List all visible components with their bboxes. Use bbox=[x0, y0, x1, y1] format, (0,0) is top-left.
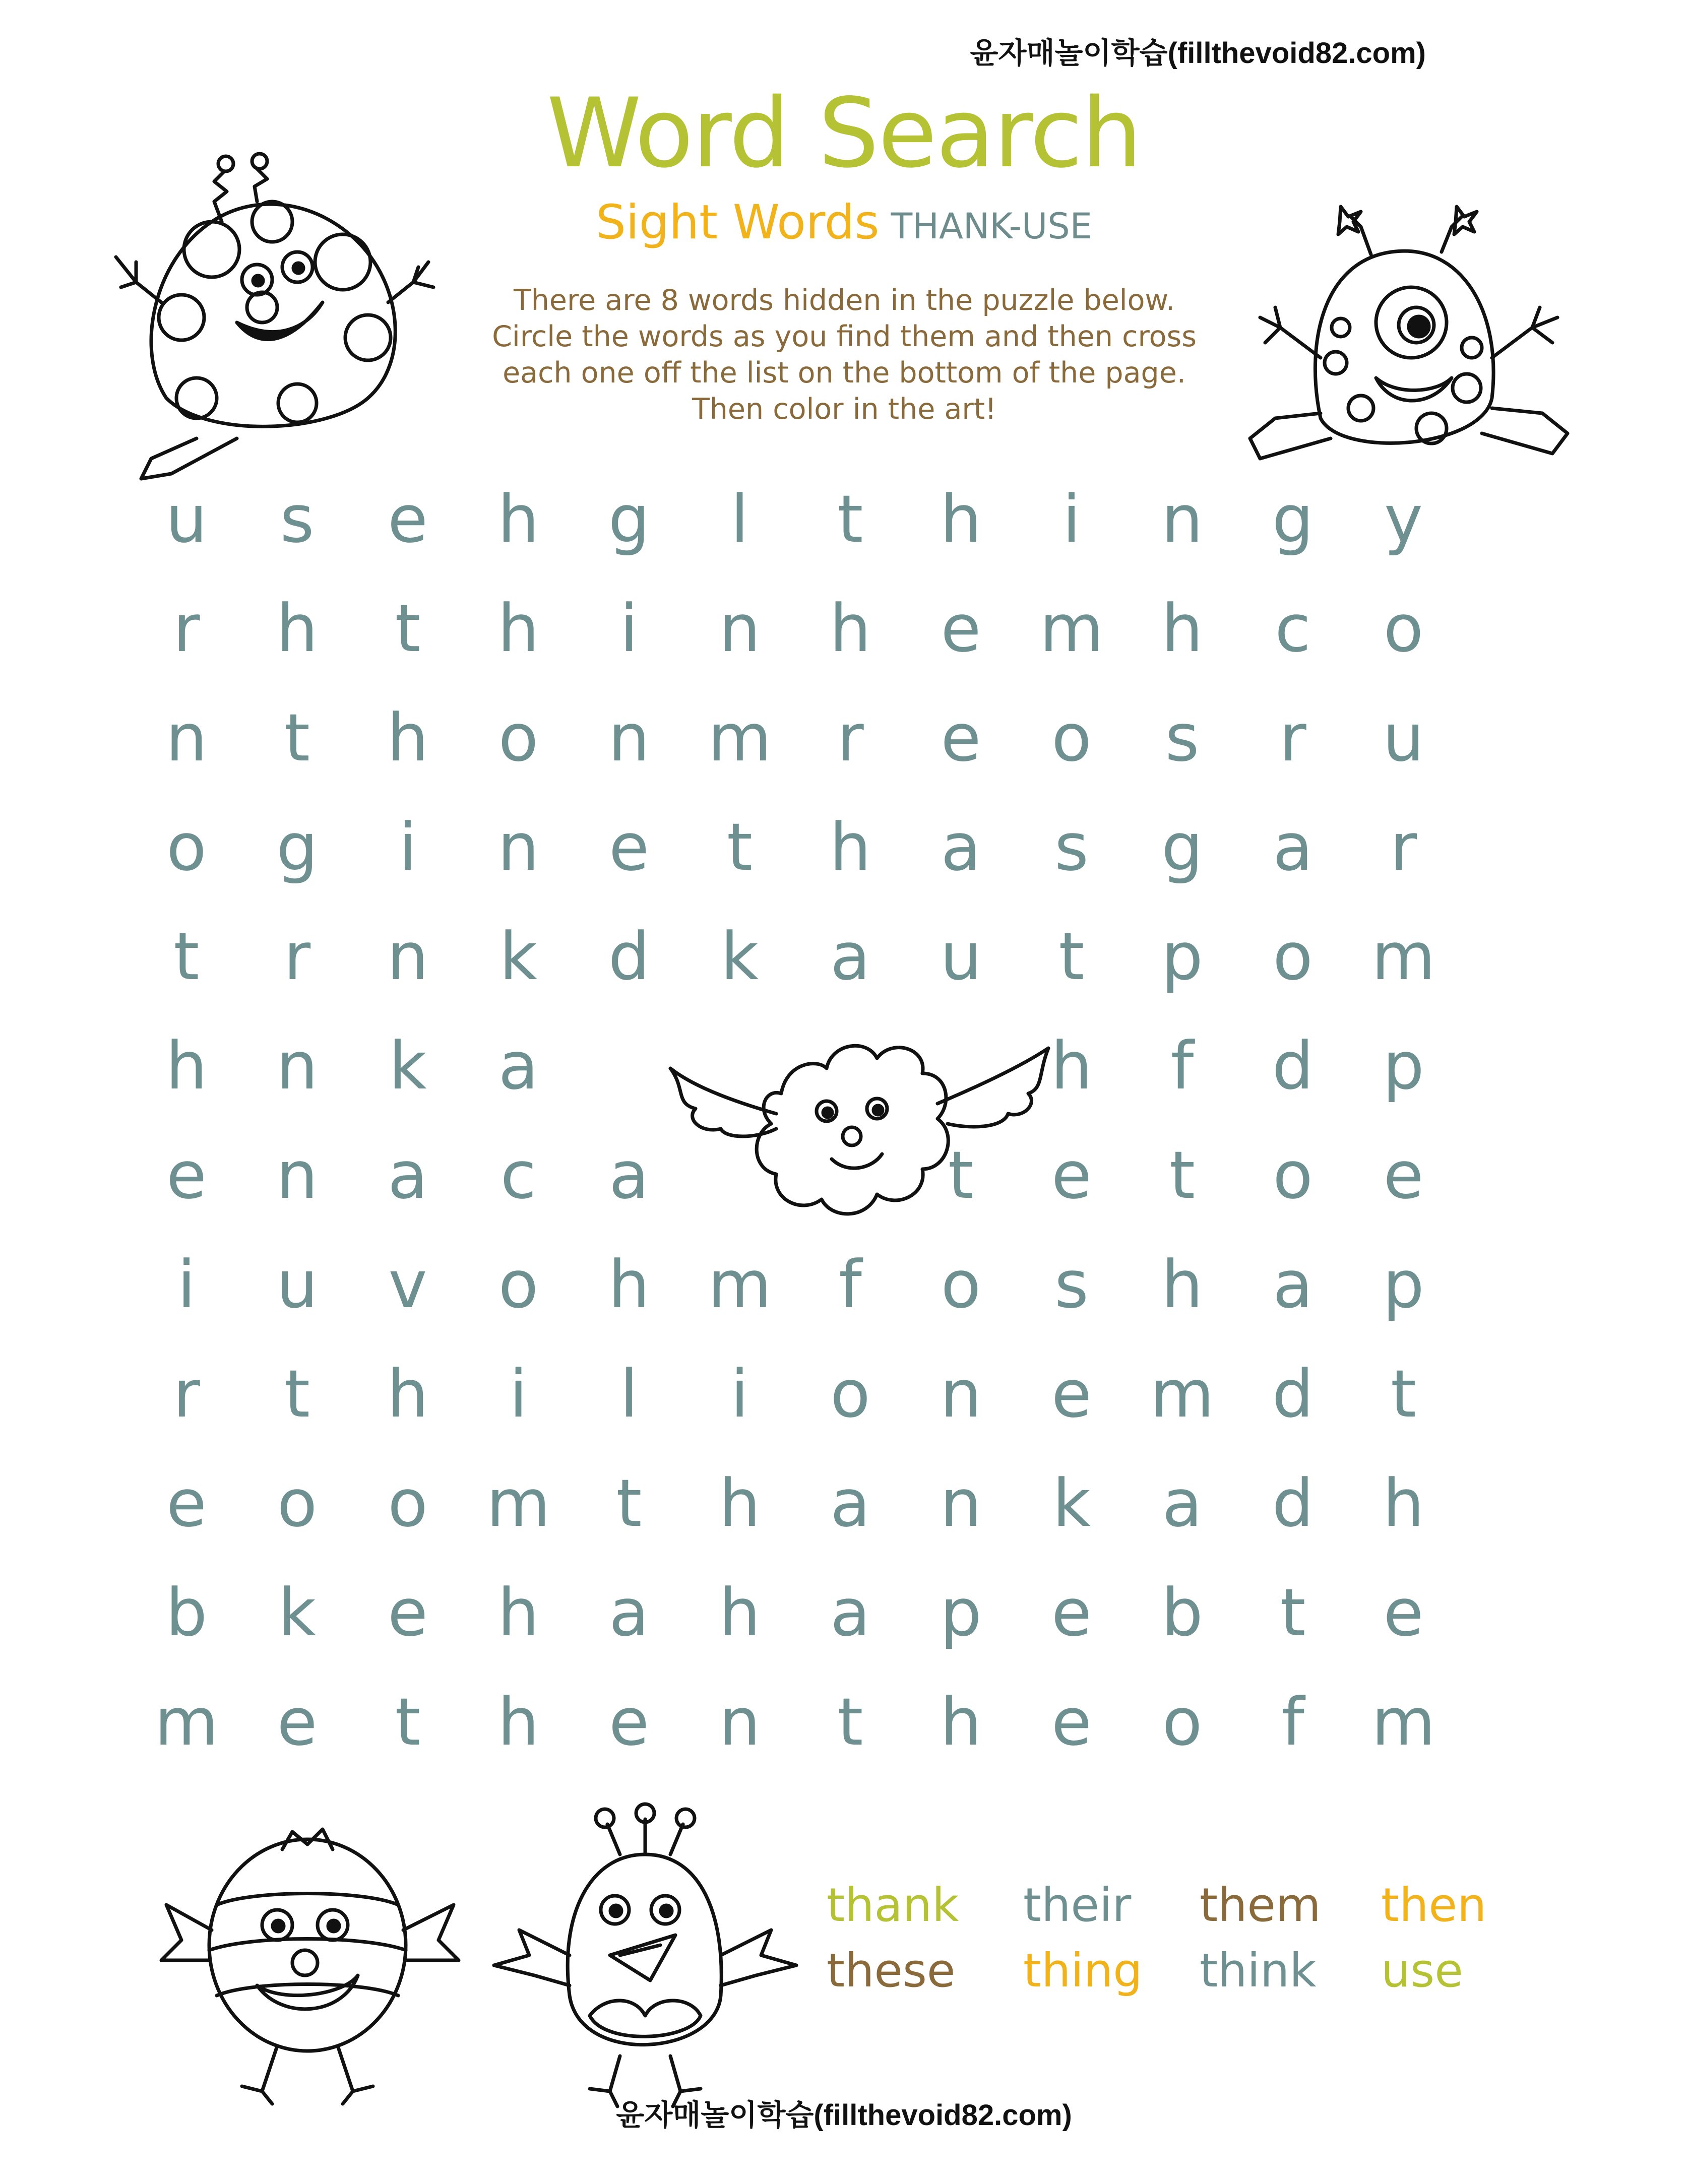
grid-letter[interactable]: h bbox=[1050, 1027, 1093, 1104]
subtitle: Sight Words bbox=[596, 195, 880, 250]
grid-letter[interactable]: t bbox=[948, 1137, 974, 1213]
grid-letter[interactable]: p bbox=[940, 1574, 982, 1651]
grid-letter[interactable]: s bbox=[1165, 699, 1200, 776]
grid-letter[interactable]: a bbox=[1162, 1465, 1203, 1541]
word-list-item[interactable]: use bbox=[1381, 1944, 1463, 1998]
grid-letter[interactable]: h bbox=[719, 1574, 761, 1651]
grid-letter[interactable]: e bbox=[388, 1574, 428, 1651]
grid-letter[interactable]: e bbox=[166, 1465, 207, 1541]
grid-letter[interactable]: a bbox=[1273, 1246, 1313, 1323]
grid-letter[interactable]: e bbox=[1383, 1574, 1424, 1651]
page-title: Word Search bbox=[546, 78, 1142, 189]
grid-letter[interactable]: o bbox=[498, 699, 539, 776]
word-list-item[interactable]: thank bbox=[827, 1878, 959, 1932]
grid-letter[interactable]: m bbox=[154, 1684, 219, 1760]
grid-letter[interactable]: g bbox=[1272, 481, 1314, 557]
one-eyed-monster-sitting-illustration bbox=[1230, 197, 1593, 479]
grid-letter[interactable]: n bbox=[276, 1027, 318, 1104]
grid-letter[interactable]: v bbox=[388, 1246, 427, 1323]
grid-letter[interactable]: a bbox=[498, 1027, 539, 1104]
grid-letter[interactable]: n bbox=[940, 1465, 982, 1541]
grid-letter[interactable]: d bbox=[1272, 1465, 1314, 1541]
instruction-line: Circle the words as you find them and then cross bbox=[492, 320, 1197, 353]
grid-letter[interactable]: a bbox=[1273, 809, 1313, 885]
word-list-item[interactable]: think bbox=[1200, 1944, 1317, 1998]
grid-letter[interactable]: o bbox=[388, 1465, 428, 1541]
grid-letter[interactable]: k bbox=[278, 1574, 317, 1651]
grid-letter[interactable]: o bbox=[1273, 1137, 1313, 1213]
instructions bbox=[444, 282, 1245, 427]
grid-letter[interactable]: e bbox=[1051, 1356, 1092, 1432]
grid-letter[interactable]: h bbox=[497, 1574, 539, 1651]
grid-letter[interactable]: t bbox=[284, 699, 310, 776]
grid-letter[interactable]: m bbox=[708, 699, 772, 776]
grid-letter[interactable]: e bbox=[941, 590, 981, 667]
grid-letter[interactable]: h bbox=[1161, 590, 1203, 667]
grid-letter[interactable]: d bbox=[1272, 1027, 1314, 1104]
grid-letter[interactable]: t bbox=[284, 1356, 310, 1432]
grid-letter[interactable]: h bbox=[829, 809, 871, 885]
grid-letter[interactable]: t bbox=[395, 590, 421, 667]
grid-letter[interactable]: i bbox=[509, 1356, 528, 1432]
grid-letter[interactable]: h bbox=[719, 1465, 761, 1541]
grid-letter[interactable]: h bbox=[497, 481, 539, 557]
grid-letter[interactable]: t bbox=[395, 1684, 421, 1760]
grid-letter[interactable]: o bbox=[830, 1356, 870, 1432]
grid-letter[interactable]: k bbox=[720, 918, 759, 995]
grid-letter[interactable]: e bbox=[388, 481, 428, 557]
grid-letter[interactable]: s bbox=[1054, 1246, 1089, 1323]
instruction-line: each one off the list on the bottom of the page. bbox=[503, 356, 1186, 390]
grid-letter[interactable]: m bbox=[1039, 590, 1104, 667]
grid-letter[interactable]: e bbox=[609, 1684, 649, 1760]
grid-letter[interactable]: t bbox=[837, 481, 863, 557]
grid-letter[interactable]: r bbox=[1279, 699, 1306, 776]
credit-bottom: 윤자매놀이학습(fillthevoid82.com) bbox=[616, 2099, 1072, 2132]
grid-letter[interactable]: g bbox=[1161, 809, 1203, 885]
grid-letter[interactable]: n bbox=[719, 1684, 761, 1760]
grid-letter[interactable]: h bbox=[1161, 1246, 1203, 1323]
word-list-item[interactable]: then bbox=[1381, 1878, 1487, 1932]
grid-letter[interactable]: n bbox=[1161, 481, 1203, 557]
grid-letter[interactable]: r bbox=[173, 1356, 200, 1432]
grid-letter[interactable]: p bbox=[1161, 918, 1203, 995]
grid-letter[interactable]: o bbox=[1051, 699, 1092, 776]
grid-letter[interactable]: e bbox=[941, 699, 981, 776]
grid-letter[interactable]: h bbox=[387, 1356, 429, 1432]
spotted-monster-waving-illustration bbox=[106, 136, 449, 489]
grid-letter[interactable]: n bbox=[608, 699, 650, 776]
grid-letter[interactable]: h bbox=[276, 590, 318, 667]
grid-letter[interactable]: g bbox=[608, 481, 650, 557]
grid-letter[interactable]: r bbox=[1390, 809, 1417, 885]
grid-letter[interactable]: o bbox=[277, 1465, 318, 1541]
grid-letter[interactable]: c bbox=[500, 1137, 537, 1213]
grid-letter[interactable]: d bbox=[1272, 1356, 1314, 1432]
grid-letter[interactable]: m bbox=[708, 1246, 772, 1323]
grid-letter[interactable]: l bbox=[619, 1356, 639, 1432]
grid-letter[interactable]: a bbox=[830, 918, 870, 995]
grid-letter[interactable]: u bbox=[1383, 699, 1424, 776]
grid-letter[interactable]: h bbox=[940, 481, 982, 557]
grid-letter[interactable]: o bbox=[166, 809, 207, 885]
grid-letter[interactable]: k bbox=[499, 918, 538, 995]
grid-letter[interactable]: a bbox=[830, 1465, 870, 1541]
grid-letter[interactable]: o bbox=[1273, 918, 1313, 995]
instruction-line: There are 8 words hidden in the puzzle below. bbox=[513, 284, 1175, 317]
grid-letter[interactable]: n bbox=[940, 1356, 982, 1432]
grid-letter[interactable]: e bbox=[277, 1684, 318, 1760]
word-list-item[interactable]: their bbox=[1023, 1878, 1132, 1932]
grid-letter[interactable]: n bbox=[276, 1137, 318, 1213]
word-list-item[interactable]: thing bbox=[1023, 1944, 1143, 1998]
grid-letter[interactable]: t bbox=[1169, 1137, 1195, 1213]
grid-letter[interactable]: h bbox=[497, 1684, 539, 1760]
subtitle-range: THANK-USE bbox=[891, 206, 1092, 247]
grid-letter[interactable]: u bbox=[165, 481, 208, 557]
beaked-bird-monster-illustration bbox=[489, 1804, 801, 2116]
grid-letter[interactable]: g bbox=[276, 809, 318, 885]
striped-bird-monster-illustration bbox=[151, 1829, 469, 2111]
grid-letter[interactable]: r bbox=[283, 918, 311, 995]
grid-letter[interactable]: i bbox=[177, 1246, 196, 1323]
grid-letter[interactable]: r bbox=[173, 590, 200, 667]
grid-letter[interactable]: n bbox=[387, 918, 429, 995]
word-list-item[interactable]: them bbox=[1200, 1878, 1321, 1932]
grid-letter[interactable]: n bbox=[165, 699, 208, 776]
grid-letter[interactable]: u bbox=[276, 1246, 318, 1323]
grid-letter[interactable]: e bbox=[1051, 1684, 1092, 1760]
word-list-item[interactable]: these bbox=[827, 1944, 956, 1998]
grid-letter[interactable]: a bbox=[609, 1574, 649, 1651]
grid-letter[interactable]: h bbox=[608, 1246, 650, 1323]
grid-letter[interactable]: i bbox=[1062, 481, 1081, 557]
grid-letter[interactable]: f bbox=[1281, 1684, 1304, 1760]
grid-letter[interactable]: k bbox=[1052, 1465, 1091, 1541]
grid-letter[interactable]: h bbox=[165, 1027, 208, 1104]
grid-letter[interactable]: a bbox=[830, 1574, 870, 1651]
grid-letter[interactable]: s bbox=[1054, 809, 1089, 885]
credit-top: 윤자매놀이학습(fillthevoid82.com) bbox=[970, 37, 1426, 70]
grid-letter[interactable]: f bbox=[839, 1246, 862, 1323]
grid-letter[interactable]: h bbox=[940, 1684, 982, 1760]
grid-letter[interactable]: m bbox=[1371, 1684, 1435, 1760]
grid-letter[interactable]: p bbox=[1383, 1027, 1424, 1104]
grid-letter[interactable]: b bbox=[165, 1574, 208, 1651]
grid-letter[interactable]: l bbox=[730, 481, 749, 557]
grid-letter[interactable]: b bbox=[1161, 1574, 1203, 1651]
grid-letter[interactable]: o bbox=[941, 1246, 981, 1323]
grid-letter[interactable]: t bbox=[1058, 918, 1085, 995]
grid-letter[interactable]: s bbox=[280, 481, 315, 557]
grid-letter[interactable]: k bbox=[389, 1027, 427, 1104]
grid-letter[interactable]: t bbox=[1280, 1574, 1306, 1651]
grid-letter[interactable]: e bbox=[1051, 1574, 1092, 1651]
grid-letter[interactable]: h bbox=[497, 590, 539, 667]
grid-letter[interactable]: a bbox=[609, 1137, 649, 1213]
grid-letter[interactable]: r bbox=[837, 699, 864, 776]
grid-letter[interactable]: n bbox=[497, 809, 539, 885]
grid-letter[interactable]: c bbox=[1275, 590, 1311, 667]
grid-letter[interactable]: e bbox=[1051, 1137, 1092, 1213]
instruction-line: Then color in the art! bbox=[692, 393, 997, 426]
grid-letter[interactable]: u bbox=[940, 918, 982, 995]
grid-letter[interactable]: t bbox=[727, 809, 753, 885]
grid-letter[interactable]: i bbox=[730, 1356, 749, 1432]
grid-letter[interactable]: o bbox=[1383, 590, 1424, 667]
grid-letter[interactable]: d bbox=[608, 918, 650, 995]
grid-letter[interactable]: t bbox=[1391, 1356, 1416, 1432]
grid-letter[interactable]: o bbox=[498, 1246, 539, 1323]
grid-letter[interactable]: e bbox=[609, 809, 649, 885]
grid-letter[interactable]: a bbox=[941, 809, 981, 885]
grid-letter[interactable]: y bbox=[1384, 481, 1423, 557]
grid-letter[interactable]: m bbox=[1371, 918, 1435, 995]
grid-letter[interactable]: n bbox=[719, 590, 761, 667]
grid-letter[interactable]: e bbox=[166, 1137, 207, 1213]
grid-letter[interactable]: i bbox=[619, 590, 639, 667]
grid-letter[interactable]: m bbox=[1150, 1356, 1214, 1432]
grid-letter[interactable]: h bbox=[1383, 1465, 1424, 1541]
grid-letter[interactable]: t bbox=[173, 918, 200, 995]
grid-letter[interactable]: m bbox=[486, 1465, 550, 1541]
grid-letter[interactable]: a bbox=[388, 1137, 428, 1213]
grid-letter[interactable]: i bbox=[398, 809, 417, 885]
grid-letter[interactable]: e bbox=[1383, 1137, 1424, 1213]
grid-letter[interactable]: f bbox=[1170, 1027, 1194, 1104]
grid-letter[interactable]: p bbox=[1383, 1246, 1424, 1323]
grid-letter[interactable]: o bbox=[1162, 1684, 1203, 1760]
grid-letter[interactable]: t bbox=[616, 1465, 642, 1541]
grid-letter[interactable]: h bbox=[387, 699, 429, 776]
grid-letter[interactable]: h bbox=[829, 590, 871, 667]
grid-letter[interactable]: t bbox=[837, 1684, 863, 1760]
